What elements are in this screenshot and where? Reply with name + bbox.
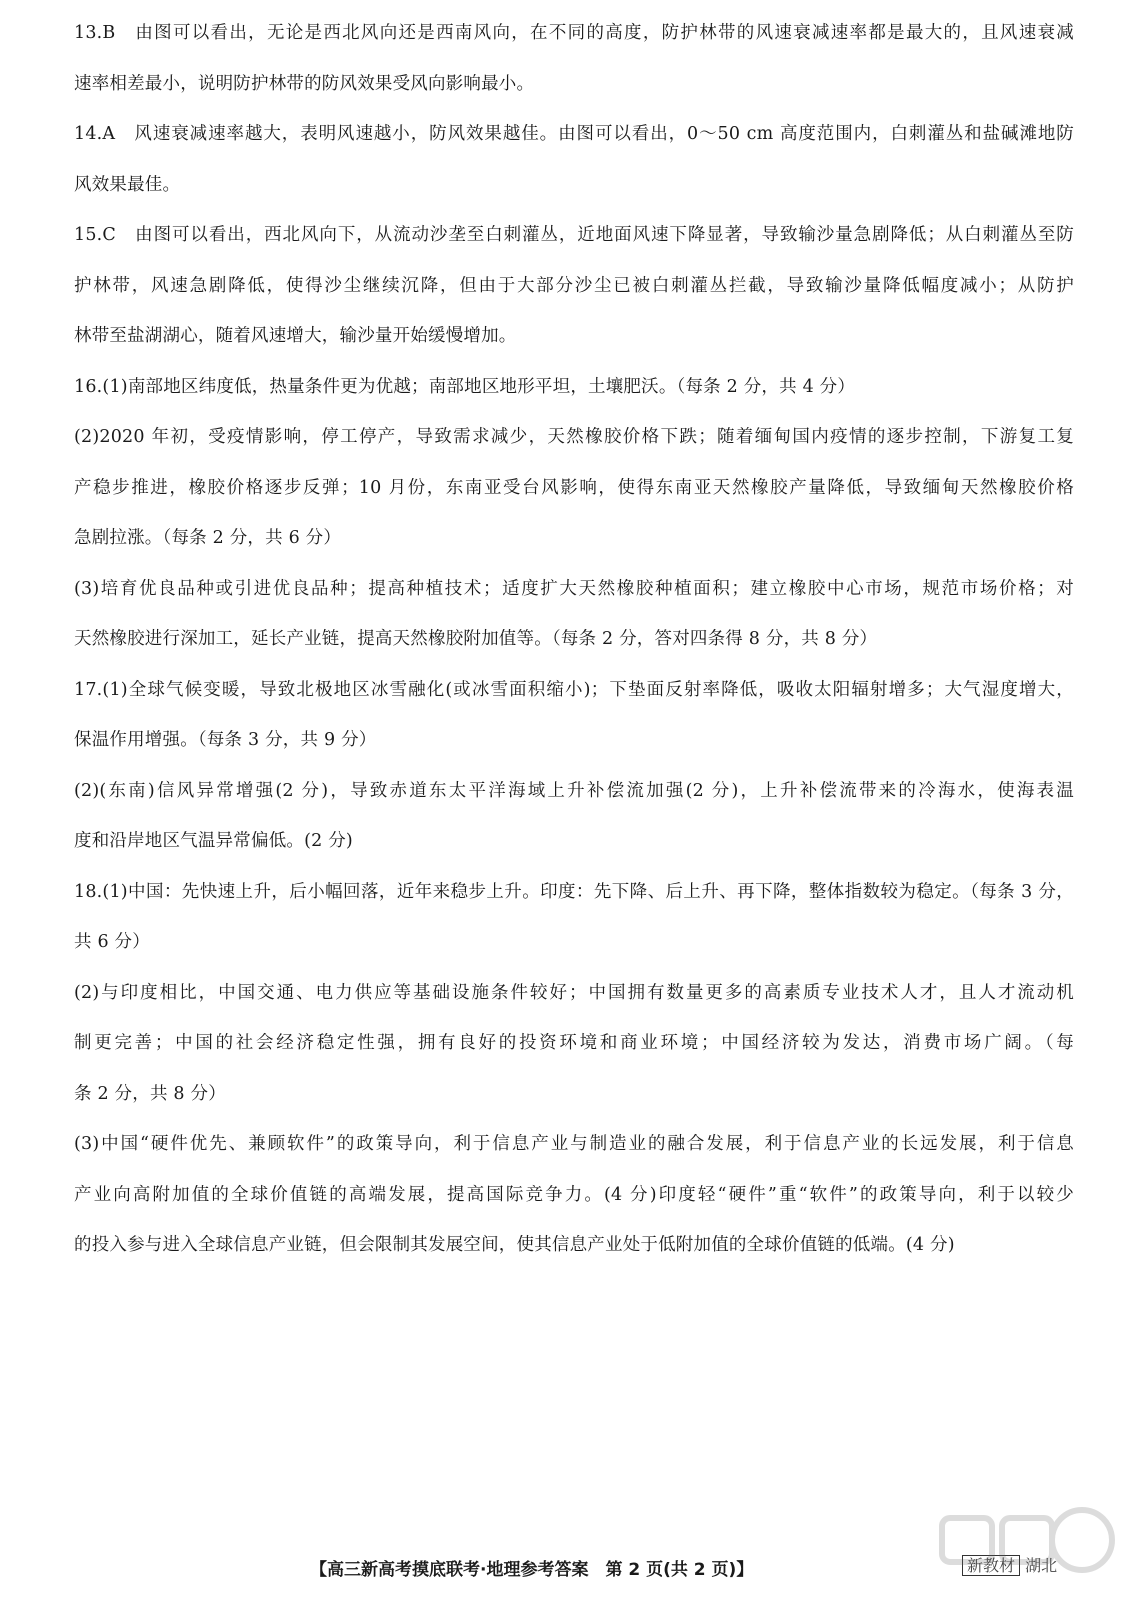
answer-line: 共 6 分） — [74, 932, 150, 952]
answer-line: 的投入参与进入全球信息产业链，但会限制其发展空间，使其信息产业处于低附加值的全球价值链的低端。(4 分) — [74, 1235, 955, 1255]
answer-item — [74, 766, 1074, 867]
answer-content — [74, 8, 1074, 1271]
answer-line: 保温作用增强。（每条 3 分，共 9 分） — [74, 730, 377, 750]
answer-line: 15.C 由图可以看出，西北风向下，从流动沙垄至白刺灌丛，近地面风速下降显著，导致输沙量急剧降低；从白刺灌丛至防 — [74, 225, 1074, 245]
answer-item — [74, 968, 1074, 1120]
answer-line: 护林带，风速急剧降低，使得沙尘继续沉降，但由于大部分沙尘已被白刺灌丛拦截，导致输沙量降低幅度减小；从防护 — [74, 275, 1074, 296]
answer-line: 天然橡胶进行深加工，延长产业链，提高天然橡胶附加值等。（每条 2 分，答对四条得 8 分，共 8 分） — [74, 629, 878, 649]
answer-item — [74, 564, 1074, 665]
answer-item — [74, 412, 1074, 564]
answer-line: 16.(1)南部地区纬度低，热量条件更为优越；南部地区地形平坦，土壤肥沃。（每条 2 分，共 4 分） — [74, 376, 856, 397]
answer-line: 17.(1)全球气候变暖，导致北极地区冰雪融化(或冰雪面积缩小)；下垫面反射率降低，吸收太阳辐射增多；大气湿度增大， — [74, 679, 1074, 700]
answer-line: 急剧拉涨。（每条 2 分，共 6 分） — [74, 528, 342, 548]
watermark-logo-icon — [932, 1500, 1122, 1580]
edition-badge-region: 湖北 — [1025, 1556, 1058, 1575]
answer-item — [74, 1119, 1074, 1271]
page-footer: 【高三新高考摸底联考·地理参考答案 第 2 页(共 2 页)】 — [310, 1560, 754, 1580]
answer-line: 速率相差最小，说明防护林带的防风效果受风向影响最小。 — [74, 73, 535, 94]
answer-line: (2)与印度相比，中国交通、电力供应等基础设施条件较好；中国拥有数量更多的高素质专业技术人才，且人才流动机 — [74, 982, 1074, 1003]
edition-badge-box: 新教材 — [962, 1555, 1020, 1576]
answer-line: 13.B 由图可以看出，无论是西北风向还是西南风向，在不同的高度，防护林带的风速衰减速率都是最大的，且风速衰减 — [74, 23, 1074, 43]
answer-line: 18.(1)中国：先快速上升，后小幅回落，近年来稳步上升。印度：先下降、后上升、再下降，整体指数较为稳定。（每条 3 分， — [74, 881, 1074, 902]
answer-line: 林带至盐湖湖心，随着风速增大，输沙量开始缓慢增加。 — [74, 326, 517, 346]
answer-line: 风效果最佳。 — [74, 174, 181, 195]
answer-item — [74, 109, 1074, 210]
answer-line: 产业向高附加值的全球价值链的高端发展，提高国际竞争力。(4 分)印度轻“硬件”重“软件”的政策导向，利于以较少 — [74, 1184, 1074, 1205]
answer-line: (3)培育优良品种或引进优良品种；提高种植技术；适度扩大天然橡胶种植面积；建立橡胶中心市场，规范市场价格；对 — [74, 578, 1074, 599]
answer-line: 条 2 分，共 8 分） — [74, 1083, 226, 1104]
answer-item — [74, 210, 1074, 362]
answer-item — [74, 362, 1074, 413]
answer-line: 制更完善；中国的社会经济稳定性强，拥有良好的投资环境和商业环境；中国经济较为发达，消费市场广阔。（每 — [74, 1033, 1074, 1053]
answer-item — [74, 8, 1074, 109]
answer-line: (2)(东南)信风异常增强(2 分)，导致赤道东太平洋海域上升补偿流加强(2 分)，上升补偿流带来的冷海水，使海表温 — [74, 780, 1074, 801]
answer-line: 产稳步推进，橡胶价格逐步反弹；10 月份，东南亚受台风影响，使得东南亚天然橡胶产量降低，导致缅甸天然橡胶价格 — [74, 477, 1074, 498]
answer-line: 度和沿岸地区气温异常偏低。(2 分) — [74, 831, 353, 851]
answer-line: (2)2020 年初，受疫情影响，停工停产，导致需求减少，天然橡胶价格下跌；随着缅甸国内疫情的逐步控制，下游复工复 — [74, 427, 1074, 447]
answer-item — [74, 867, 1074, 968]
answer-line: 14.A 风速衰减速率越大，表明风速越小，防风效果越佳。由图可以看出，0～50 cm 高度范围内，白刺灌丛和盐碱滩地防 — [74, 124, 1074, 144]
answer-line: (3)中国“硬件优先、兼顾软件”的政策导向，利于信息产业与制造业的融合发展，利于信息产业的长远发展，利于信息 — [74, 1134, 1074, 1154]
answer-item — [74, 665, 1074, 766]
